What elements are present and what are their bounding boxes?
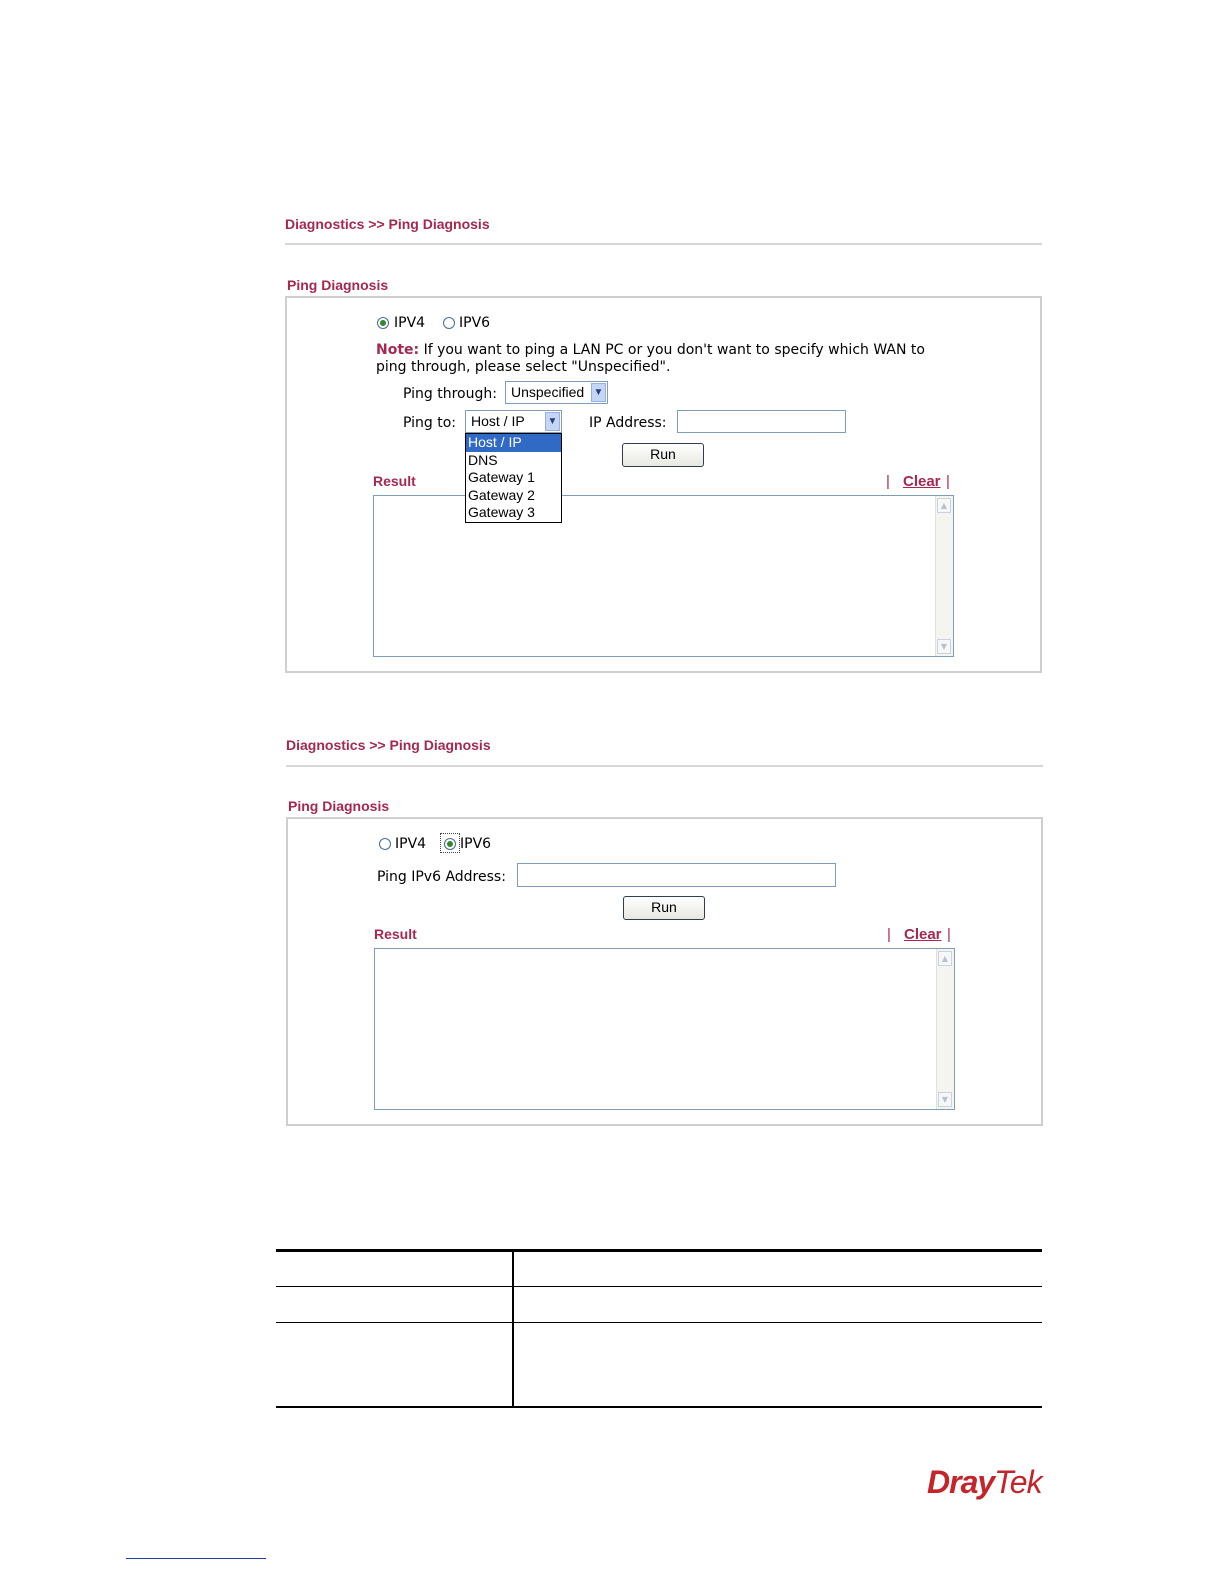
breadcrumb: Diagnostics >> Ping Diagnosis	[285, 216, 490, 232]
pipe-separator: |	[887, 926, 891, 943]
scroll-down-icon[interactable]: ▼	[938, 1092, 952, 1107]
chevron-down-icon: ▼	[545, 412, 560, 431]
divider	[286, 765, 1043, 767]
ping-ipv6-input[interactable]	[517, 863, 836, 887]
scroll-up-icon[interactable]: ▲	[938, 951, 952, 966]
ip-address-input[interactable]	[677, 410, 846, 433]
table-row-rule	[276, 1286, 1042, 1287]
note	[376, 342, 925, 376]
scroll-down-icon[interactable]: ▼	[937, 639, 951, 654]
ping-ipv6-label: Ping IPv6 Address:	[377, 869, 506, 885]
ping-to-select[interactable]	[465, 410, 562, 433]
dropdown-option[interactable]: Host / IP	[466, 434, 561, 452]
divider	[285, 243, 1042, 245]
clear-link[interactable]: Clear	[904, 926, 942, 943]
ping-to-dropdown-list	[465, 433, 562, 523]
ipv6-radio[interactable]	[444, 838, 456, 850]
dropdown-option[interactable]: Gateway 1	[468, 469, 535, 485]
breadcrumb: Diagnostics >> Ping Diagnosis	[286, 737, 491, 753]
ipv4-radio-label: IPV4	[394, 315, 426, 331]
section-title: Ping Diagnosis	[288, 798, 390, 814]
ping-through-label: Ping through:	[403, 386, 497, 402]
ipv6-radio-label: IPV6	[459, 315, 491, 331]
scrollbar[interactable]	[935, 496, 953, 656]
clear-link[interactable]: Clear	[903, 473, 941, 490]
ip-address-label: IP Address:	[589, 415, 667, 431]
dropdown-option[interactable]: DNS	[468, 451, 498, 468]
logo-tek: Tek	[994, 1464, 1042, 1500]
draytek-logo	[927, 1464, 1042, 1501]
ipv4-radio-label: IPV4	[395, 836, 427, 852]
result-textarea[interactable]	[373, 495, 954, 657]
ipv4-radio[interactable]	[377, 317, 389, 329]
table-top-rule	[276, 1249, 1042, 1252]
pipe-separator: |	[947, 926, 951, 943]
ipv4-radio[interactable]	[379, 838, 391, 850]
table-row-rule	[276, 1322, 1042, 1323]
run-button[interactable]: Run	[622, 443, 704, 467]
note-label: Note:	[376, 342, 420, 358]
footer-rule	[126, 1558, 266, 1559]
note-line1: If you want to ping a LAN PC or you don't want to specify which WAN to	[419, 342, 925, 358]
result-label: Result	[374, 926, 417, 942]
scroll-up-icon[interactable]: ▲	[937, 498, 951, 513]
ping-through-select[interactable]	[505, 381, 608, 404]
pipe-separator: |	[886, 473, 890, 490]
ping-through-value: Unspecified	[511, 384, 585, 400]
section-title: Ping Diagnosis	[287, 277, 389, 293]
pipe-separator: |	[946, 473, 950, 490]
run-button[interactable]: Run	[623, 896, 705, 920]
ping-to-label: Ping to:	[403, 415, 457, 431]
ping-to-value: Host / IP	[471, 413, 525, 429]
table-column-divider	[512, 1250, 514, 1407]
note-line2: ping through, please select "Unspecified".	[376, 359, 671, 375]
table-bottom-rule	[276, 1406, 1042, 1408]
logo-dray: Dray	[927, 1464, 995, 1500]
result-label: Result	[373, 473, 416, 489]
dropdown-option[interactable]: Gateway 3	[468, 504, 535, 520]
chevron-down-icon: ▼	[591, 383, 606, 402]
scrollbar[interactable]	[936, 949, 954, 1109]
dropdown-option[interactable]: Gateway 2	[468, 486, 535, 503]
result-textarea[interactable]	[374, 948, 955, 1110]
ipv6-radio[interactable]	[443, 317, 455, 329]
ipv6-radio-label: IPV6	[460, 836, 492, 852]
